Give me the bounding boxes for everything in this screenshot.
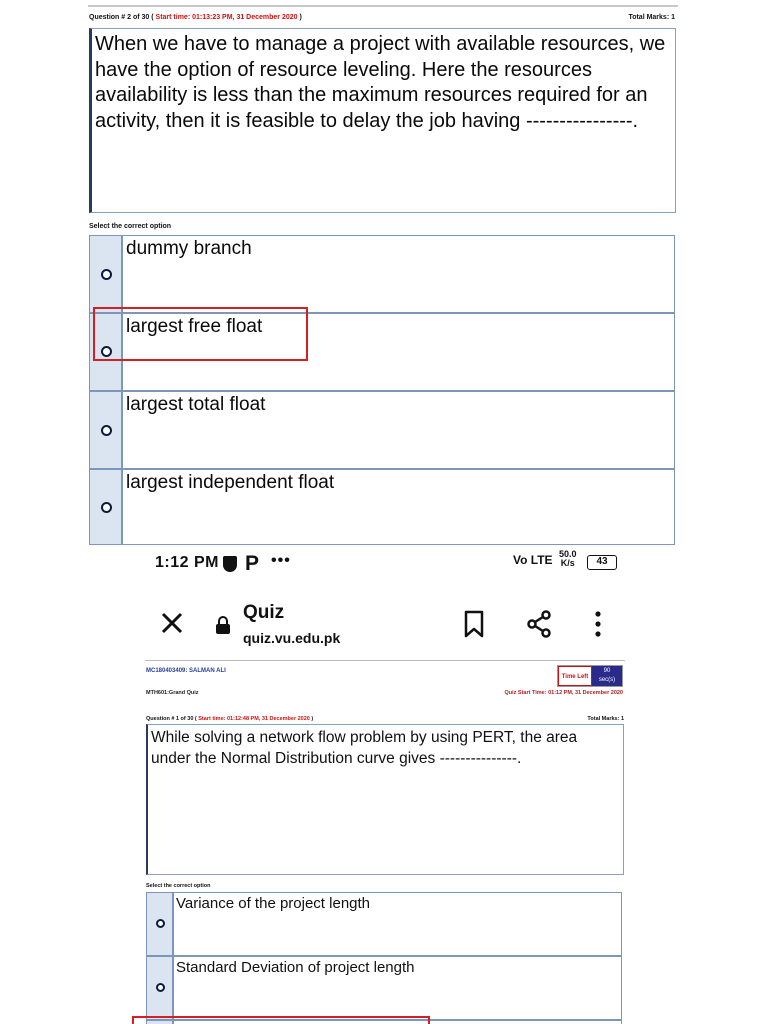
speed-unit: K/s xyxy=(560,558,575,568)
time-left-label: Time Left xyxy=(558,666,592,686)
question-start-time: Start time: 01:13:23 PM, 31 December 2020 xyxy=(155,14,298,21)
question-text: When we have to manage a project with available resources, we have the option of resource leveling. Here the resources availability is less than the maximum resources required for an activity, then it is feasible to delay the job having ----------------. xyxy=(95,33,666,132)
radio-cell xyxy=(147,957,174,1019)
radio-button[interactable] xyxy=(101,425,112,436)
time-left-unit: sec(s) xyxy=(598,677,616,683)
answer-highlight xyxy=(132,1016,430,1024)
time-left-value xyxy=(592,666,622,686)
option-label: Variance of the project length xyxy=(176,895,371,912)
page-title: Quiz xyxy=(243,602,285,623)
speed-value: 50.0 xyxy=(559,549,577,559)
question-text: While solving a network flow problem by using PERT, the area under the Normal Distribution curve gives ---------------. xyxy=(151,729,578,767)
select-option-label: Select the correct option xyxy=(89,223,172,230)
radio-cell xyxy=(90,392,123,468)
app-letter-icon: P xyxy=(245,552,260,575)
radio-cell xyxy=(90,236,123,312)
question-number-close: ) xyxy=(311,716,314,722)
close-icon[interactable] xyxy=(159,610,185,636)
question-number: Question # 2 of 30 ( xyxy=(89,14,154,21)
quiz-page xyxy=(145,660,625,1024)
radio-button[interactable] xyxy=(101,502,112,513)
status-time: 1:12 PM xyxy=(155,554,219,571)
more-menu-icon[interactable] xyxy=(591,610,605,638)
signal-icon: Vo LTE xyxy=(513,553,553,567)
radio-cell xyxy=(147,893,174,955)
option-row[interactable] xyxy=(89,469,675,545)
status-bar xyxy=(155,549,625,578)
question-header xyxy=(89,14,677,26)
radio-button[interactable] xyxy=(156,983,165,992)
top-divider xyxy=(88,5,678,7)
radio-cell xyxy=(90,470,123,544)
total-marks: Total Marks: 1 xyxy=(628,14,675,21)
lock-icon xyxy=(215,616,231,634)
page-url[interactable]: quiz.vu.edu.pk xyxy=(243,630,341,646)
question-header xyxy=(146,716,624,722)
select-option-label: Select the correct option xyxy=(146,883,211,889)
network-speed xyxy=(559,550,577,568)
quiz-divider xyxy=(145,660,625,661)
student-name: MC180403409: SALMAN ALI xyxy=(146,668,226,674)
quiz-start-time: Quiz Start Time: 01:12 PM, 31 December 2020 xyxy=(504,690,623,696)
more-notifications-icon: ••• xyxy=(271,552,291,569)
option-row[interactable] xyxy=(146,892,622,956)
question-box xyxy=(146,724,624,875)
time-left-seconds: 90 xyxy=(603,668,611,674)
option-row[interactable] xyxy=(146,956,622,1020)
shield-icon xyxy=(223,556,237,572)
option-label: dummy branch xyxy=(126,238,252,259)
question-number: Question # 1 of 30 ( xyxy=(146,716,197,722)
time-left-widget xyxy=(557,665,623,687)
question-start-time: Start time: 01:12:48 PM, 31 December 2020 xyxy=(198,716,310,722)
radio-button[interactable] xyxy=(156,919,165,928)
option-row[interactable] xyxy=(89,235,675,313)
course-name: MTH601:Grand Quiz xyxy=(146,690,199,696)
share-icon[interactable] xyxy=(525,610,553,638)
total-marks: Total Marks: 1 xyxy=(587,716,624,722)
option-label: largest total float xyxy=(126,394,266,415)
answer-highlight xyxy=(93,307,308,361)
question-box xyxy=(89,28,676,213)
option-label: Standard Deviation of project length xyxy=(176,959,415,976)
browser-toolbar xyxy=(155,598,625,654)
battery-icon: 43 xyxy=(587,555,617,570)
question-number-close: ) xyxy=(299,14,302,21)
option-row[interactable] xyxy=(89,391,675,469)
bookmark-icon[interactable] xyxy=(463,610,485,638)
radio-button[interactable] xyxy=(101,269,112,280)
option-label: largest independent float xyxy=(126,472,335,493)
option-label: largest free float xyxy=(126,316,263,337)
